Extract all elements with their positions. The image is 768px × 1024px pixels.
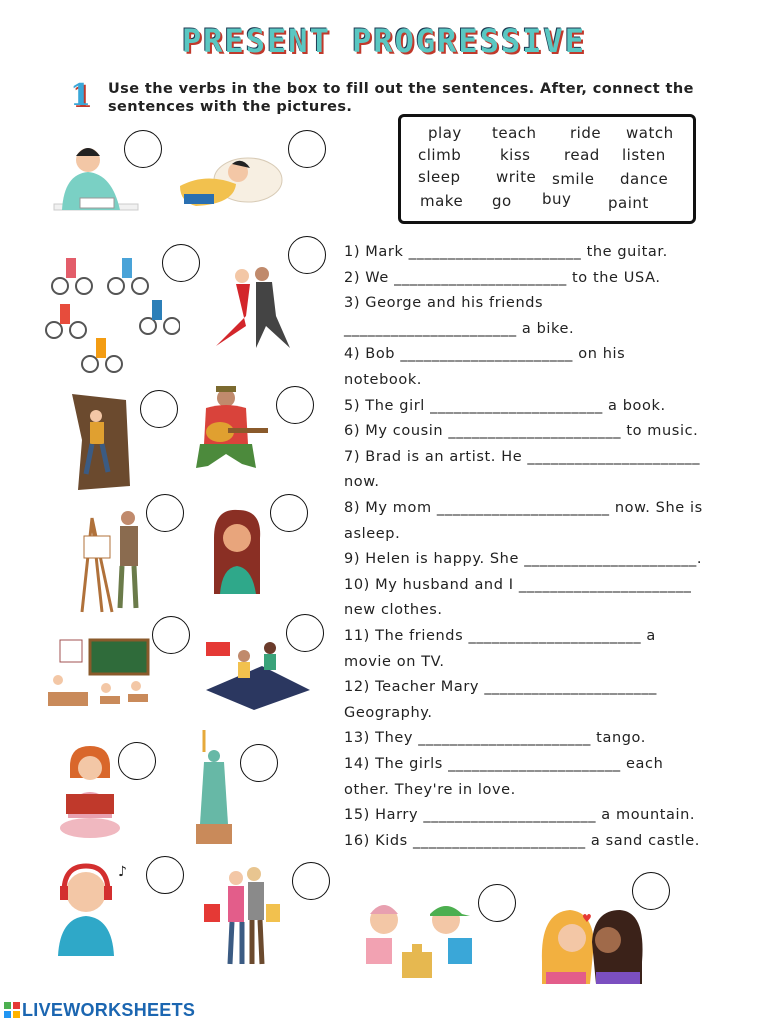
couple-shopping-picture: [198, 864, 292, 968]
sentence-line: 3) George and his friends: [344, 295, 544, 312]
guitar-player-picture: [192, 384, 272, 480]
sentence-line: 8) My mom ______________________ now. She is: [344, 500, 703, 516]
climber-picture: [68, 390, 132, 492]
sentence-line: 7) Brad is an artist. He ______________________: [344, 448, 701, 465]
sentence-line: asleep.: [344, 525, 401, 542]
answer-circle[interactable]: [288, 130, 326, 168]
sentence-line: now.: [344, 474, 380, 491]
verb-word: ride: [570, 124, 602, 142]
page-title: PRESENT PROGRESSIVE: [181, 22, 587, 60]
girls-kissing-picture: [538, 902, 648, 986]
answer-circle[interactable]: [288, 236, 326, 274]
sentence-line: 6) My cousin ______________________ to music.: [344, 423, 699, 440]
sentence-line: 1) Mark ______________________ the guitar.: [344, 244, 668, 260]
footer-text: LIVEWORKSHEETS: [22, 1000, 196, 1020]
painter-picture: [76, 508, 146, 614]
boy-listening-music-picture: [48, 858, 144, 958]
footer-brand: [4, 1000, 195, 1021]
answer-circle[interactable]: [240, 744, 278, 782]
answer-circle[interactable]: [162, 244, 200, 282]
answer-circle[interactable]: [478, 884, 516, 922]
statue-of-liberty-picture: [190, 728, 236, 848]
verb-word: watch: [626, 124, 674, 142]
sentence-line: 16) Kids ______________________ a sand castle.: [344, 832, 700, 849]
verb-word: make: [420, 192, 464, 210]
verb-word: play: [428, 124, 462, 142]
smiling-girl-picture: [210, 508, 264, 596]
sentence-line: movie on TV.: [344, 653, 445, 670]
sentence-line: new clothes.: [344, 602, 443, 619]
answer-circle[interactable]: [146, 494, 184, 532]
verb-word: go: [492, 192, 512, 210]
answer-circle[interactable]: [286, 614, 324, 652]
answer-circle[interactable]: [140, 390, 178, 428]
answer-circle[interactable]: [146, 856, 184, 894]
verb-word: climb: [418, 146, 462, 164]
verb-word: listen: [622, 146, 666, 164]
girl-reading-picture: [58, 744, 122, 840]
answer-circle[interactable]: [124, 130, 162, 168]
sentence-line: 11) The friends ______________________ a: [344, 628, 656, 644]
answer-circle[interactable]: [292, 862, 330, 900]
instructions: Use the verbs in the box to fill out the sentences. After, connect the sentences with the pictures.: [108, 81, 694, 115]
answer-circle[interactable]: [276, 386, 314, 424]
verb-word: sleep: [418, 168, 461, 186]
verb-word: smile: [552, 170, 595, 188]
sentence-line: other. They're in love.: [344, 781, 516, 798]
verb-word: kiss: [500, 146, 531, 164]
answer-circle[interactable]: [632, 872, 670, 910]
verb-word: teach: [492, 124, 537, 142]
sentence-line: 14) The girls ______________________ each: [344, 756, 664, 772]
svg-text:♥: ♥: [582, 912, 592, 925]
people-cycling-picture: [44, 246, 180, 374]
sentence-line: 9) Helen is happy. She ______________________.: [344, 551, 703, 568]
verb-word: write: [496, 168, 537, 186]
sentence-line: ______________________ a bike.: [344, 320, 575, 337]
sentence-line: 12) Teacher Mary ______________________: [344, 679, 658, 696]
verb-word: paint: [608, 194, 649, 212]
answer-circle[interactable]: [270, 494, 308, 532]
svg-text:♪: ♪: [118, 864, 127, 880]
sentence-line: 10) My husband and I ______________________: [344, 576, 692, 593]
sentence-line: 2) We ______________________ to the USA.: [344, 269, 661, 286]
answer-circle[interactable]: [152, 616, 190, 654]
sentence-line: 13) They ______________________ tango.: [344, 730, 646, 747]
sentence-line: Geography.: [344, 704, 433, 721]
kids-sand-castle-picture: [362, 894, 480, 984]
exercise-number: 1: [70, 78, 91, 113]
person-sleeping-picture: [176, 150, 284, 212]
sentence-line: 5) The girl ______________________ a book.: [344, 397, 666, 414]
answer-circle[interactable]: [118, 742, 156, 780]
couple-dancing-picture: [206, 266, 292, 356]
liveworksheets-logo-icon: [4, 1002, 20, 1018]
classroom-picture: [46, 636, 160, 728]
verb-word: buy: [542, 190, 572, 208]
sentence-line: 15) Harry ______________________ a mountain.: [344, 807, 696, 824]
verb-word: read: [564, 146, 600, 164]
sentence-line: notebook.: [344, 372, 423, 388]
sentence-line: 4) Bob ______________________ on his: [344, 346, 626, 363]
verb-word: dance: [620, 170, 669, 188]
